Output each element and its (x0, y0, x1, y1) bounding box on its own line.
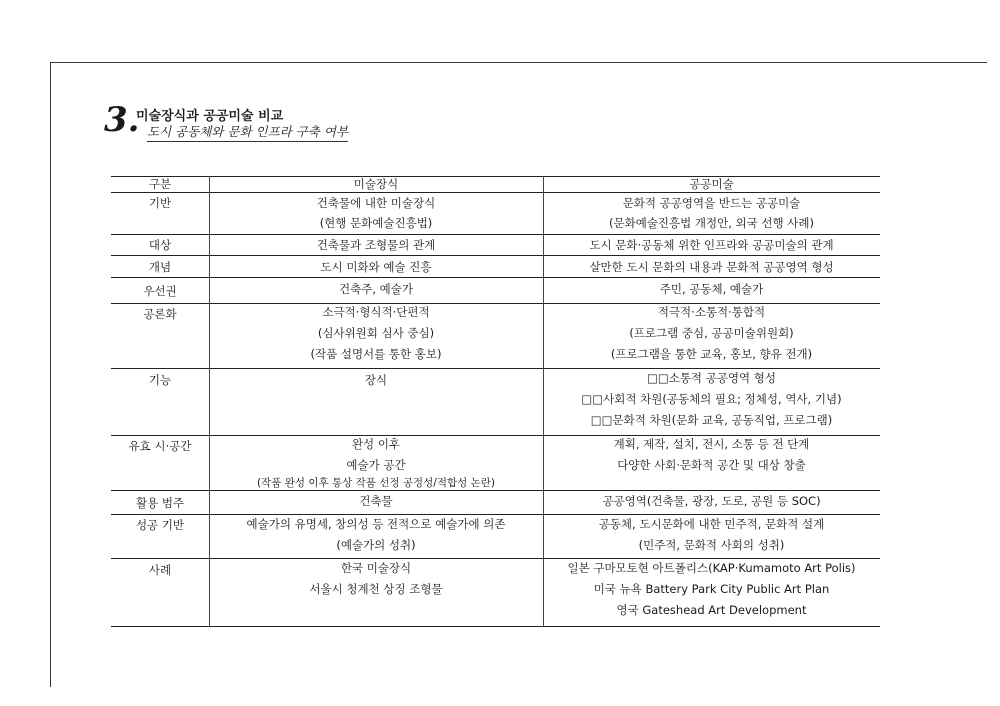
header-category: 구분 (148, 177, 172, 191)
row-label: 우선권 (143, 284, 177, 298)
table-cell: 주민, 공동체, 예술가 (659, 282, 764, 296)
row-label: 사례 (148, 563, 172, 577)
section-subtitle: 도시 공동체와 문화 인프라 구축 여부 (147, 122, 348, 142)
table-cell: (민주적, 문화적 사회의 성취) (638, 538, 785, 552)
table-cell: 서울시 청계천 상징 조형물 (309, 582, 443, 596)
row-label: 대상 (148, 238, 172, 252)
table-cell: 영국 Gateshead Art Development (616, 603, 807, 617)
table-cell: 공공영역(건축물, 광장, 도로, 공원 등 SOC) (602, 494, 821, 508)
table-cell: (현행 문화예술진흥법) (319, 216, 433, 230)
table-cell: 건축주, 예술가 (339, 282, 413, 296)
table-cell: 예술가의 유명세, 창의성 등 전적으로 예술가에 의존 (246, 517, 506, 531)
table-cell: 예술가 공간 (346, 458, 406, 472)
table-cell: 적극적·소통적·통합적 (657, 305, 766, 319)
table-cell: (프로그램 중심, 공공미술위원회) (629, 326, 794, 340)
table-cell: 장식 (364, 373, 388, 387)
table-cell: (문화예술진흥법 개정안, 외국 선행 사례) (609, 216, 814, 230)
row-label: 개념 (148, 260, 172, 274)
table-cell: (작품 설명서를 통한 홍보) (310, 347, 442, 361)
table-cell: 한국 미술장식 (340, 561, 412, 575)
section-title: 미술장식과 공공미술 비교 (136, 109, 284, 124)
row-label: 성공 기반 (135, 518, 185, 532)
header-public-art: 공공미술 (689, 177, 734, 191)
table-cell: 건축물 (359, 494, 393, 508)
row-label: 공론화 (143, 307, 177, 321)
table-cell: 소극적·형식적·단편적 (322, 305, 430, 319)
row-label: 활용 범주 (135, 496, 185, 510)
table-cell: 문화적 공공영역을 반드는 공공미술 (622, 196, 801, 210)
row-label: 기능 (148, 373, 172, 387)
section-number: 3. (104, 100, 140, 140)
table-cell: 도시 문화·공동체 위한 인프라와 공공미술의 관계 (589, 238, 834, 252)
table-cell: 계획, 제작, 설치, 전시, 소통 등 전 단계 (613, 437, 810, 451)
table-cell: (작품 완성 이후 통상 작품 선정 공정성/적합성 논란) (257, 477, 495, 489)
table-cell: 건축물과 조형물의 관계 (316, 238, 436, 252)
table-cell: 살만한 도시 문화의 내용과 문화적 공공영역 형성 (589, 260, 834, 274)
table-cell: 공동체, 도시문화에 내한 민주적, 문화적 설계 (598, 517, 825, 531)
table-cell: 건축물에 내한 미술장식 (316, 196, 436, 210)
table-cell: 일본 구마모토현 아트폴리스(KAP·Kumamoto Art Polis) (567, 561, 856, 575)
row-label: 기반 (148, 196, 172, 210)
table-cell: 완성 이후 (351, 437, 401, 451)
comparison-table (111, 176, 880, 627)
table-cell: □□문화적 차원(문화 교육, 공동직업, 프로그램) (590, 413, 833, 427)
table-cell: 미국 뉴욕 Battery Park City Public Art Plan (593, 582, 830, 596)
table-cell: (심사위원회 심사 중심) (317, 326, 435, 340)
table-cell: □□소통적 공공영역 형성 (646, 371, 777, 385)
table-cell: 다양한 사회·문화적 공간 및 대상 창출 (617, 458, 806, 472)
header-art-decoration: 미술장식 (353, 177, 399, 191)
table-cell: (프로그램을 통한 교육, 홍보, 향유 전개) (610, 347, 813, 361)
row-label: 유효 시·공간 (128, 439, 192, 453)
table-cell: 도시 미화와 예술 진흥 (320, 260, 432, 274)
table-bottom-rule (111, 626, 880, 627)
table-cell: (예술가의 성취) (336, 538, 416, 552)
table-cell: □□사회적 차원(공동체의 필요; 정체성, 역사, 기념) (581, 392, 842, 406)
